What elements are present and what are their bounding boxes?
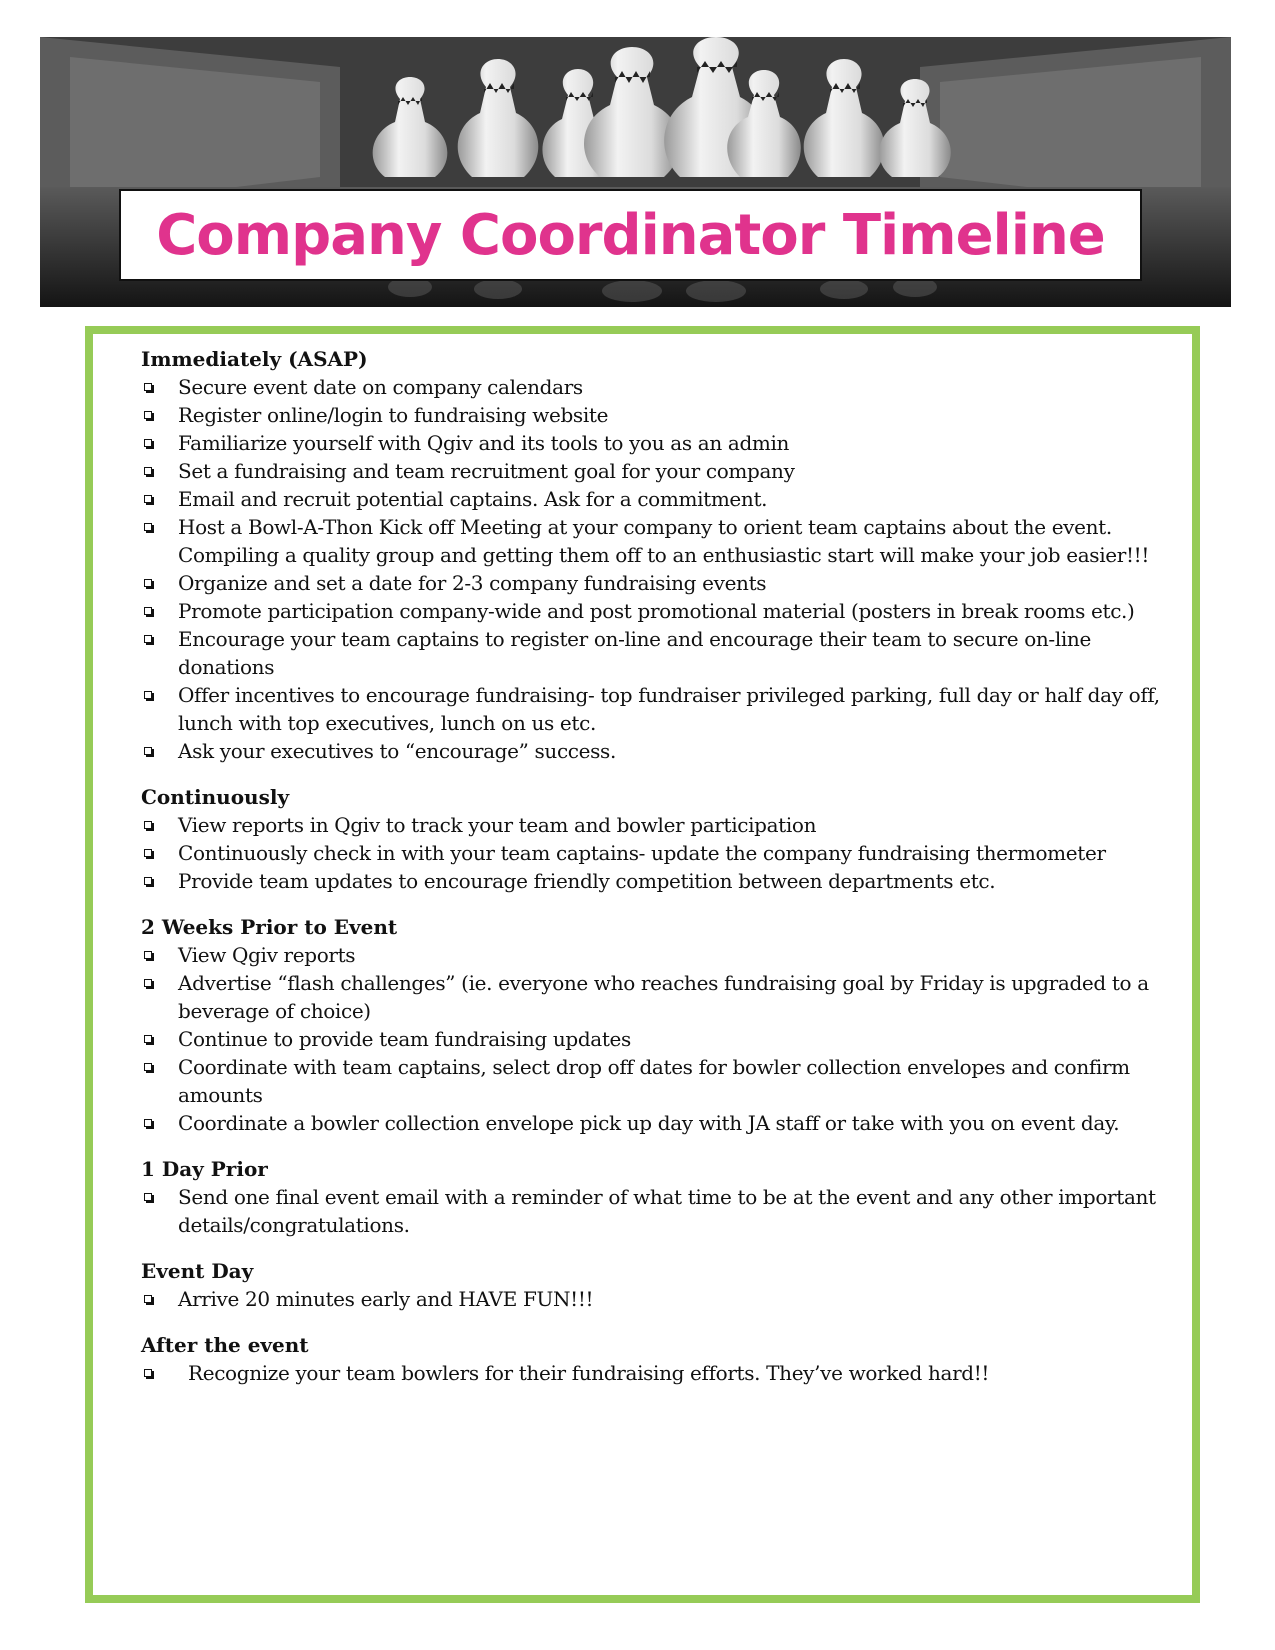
checkbox-bullet-icon [144,1193,152,1201]
checklist [141,811,1181,895]
checklist-item-text: Arrive 20 minutes early and HAVE FUN!!! [178,1287,594,1311]
checklist [141,1359,1181,1387]
checklist-item [141,625,1181,681]
checkbox-bullet-icon [144,821,152,829]
checklist-item [141,1359,1181,1387]
checklist-item-text: Advertise “flash challenges” (ie. everyone who reaches fundraising goal by Friday is upgraded to a beverage of choice) [178,971,1149,1023]
checklist-item [141,867,1181,895]
section-heading: After the event [141,1333,309,1357]
checklist-item-text: Host a Bowl-A-Thon Kick off Meeting at your company to orient team captains about the event. Compiling a quality group and getting them off to an enthusiastic start will make your job easier!!! [178,515,1150,567]
checklist-item [141,1053,1181,1109]
checklist-item-text: Encourage your team captains to register on-line and encourage their team to secure on-line donations [178,627,1091,679]
checklist-item-text: Coordinate with team captains, select drop off dates for bowler collection envelopes and confirm amounts [178,1055,1130,1107]
checklist-item-text: Promote participation company-wide and post promotional material (posters in break rooms etc.) [178,599,1135,623]
checklist [141,941,1181,1137]
checklist-item [141,941,1181,969]
checklist-item [141,401,1181,429]
checklist-item [141,597,1181,625]
checkbox-bullet-icon [144,979,152,987]
checkbox-bullet-icon [144,849,152,857]
checklist-item-text: Familiarize yourself with Qgiv and its tools to you as an admin [178,431,790,455]
checklist-item-text: Secure event date on company calendars [178,375,583,399]
checkbox-bullet-icon [144,1369,152,1377]
checkbox-bullet-icon [144,691,152,699]
checklist-item [141,681,1181,737]
title-box [119,189,1142,281]
checkbox-bullet-icon [144,747,152,755]
section-heading: Immediately (ASAP) [141,347,368,371]
checkbox-bullet-icon [144,607,152,615]
checklist-item [141,1109,1181,1137]
checklist-item [141,373,1181,401]
section-heading: Continuously [141,785,290,809]
checklist [141,373,1181,765]
checkbox-bullet-icon [144,1035,152,1043]
section-1-day-prior [141,1155,1181,1239]
checkbox-bullet-icon [144,383,152,391]
checklist-item-text: Register online/login to fundraising website [178,403,609,427]
checklist-item-text: Coordinate a bowler collection envelope pick up day with JA staff or take with you on event day. [178,1111,1120,1135]
checklist-item [141,513,1181,569]
section-event-day [141,1257,1181,1313]
section-heading: Event Day [141,1259,254,1283]
timeline-content [141,345,1181,1405]
checklist-item-text: Recognize your team bowlers for their fundraising efforts. They’ve worked hard!! [188,1361,990,1385]
checklist-item-text: Email and recruit potential captains. Ask for a commitment. [178,487,768,511]
checkbox-bullet-icon [144,1063,152,1071]
checkbox-bullet-icon [144,951,152,959]
header-banner [40,37,1231,307]
checklist-item [141,737,1181,765]
checkbox-bullet-icon [144,1295,152,1303]
checklist-item [141,811,1181,839]
checklist-item [141,569,1181,597]
checklist-item [141,485,1181,513]
section-heading: 1 Day Prior [141,1157,268,1181]
checklist-item-text: Provide team updates to encourage friendly competition between departments etc. [178,869,996,893]
checklist-item-text: View Qgiv reports [178,943,356,967]
checklist-item [141,457,1181,485]
checklist-item [141,1285,1181,1313]
checkbox-bullet-icon [144,411,152,419]
checkbox-bullet-icon [144,579,152,587]
checkbox-bullet-icon [144,1119,152,1127]
checklist-item-text: Organize and set a date for 2-3 company fundraising events [178,571,767,595]
checkbox-bullet-icon [144,635,152,643]
checklist-item-text: Send one final event email with a reminder of what time to be at the event and any other important details/congratulations. [178,1185,1156,1237]
checklist [141,1183,1181,1239]
checkbox-bullet-icon [144,523,152,531]
checklist [141,1285,1181,1313]
section-continuously [141,783,1181,895]
checkbox-bullet-icon [144,877,152,885]
checklist-item [141,1025,1181,1053]
checklist-item-text: Offer incentives to encourage fundraising- top fundraiser privileged parking, full day or half day off, lunch with top executives, lunch on us etc. [178,683,1160,735]
checklist-item [141,839,1181,867]
checkbox-bullet-icon [144,495,152,503]
section-immediately-asap [141,345,1181,765]
checkbox-bullet-icon [144,439,152,447]
checklist-item-text: Continue to provide team fundraising updates [178,1027,631,1051]
checklist-item [141,1183,1181,1239]
checklist-item-text: Continuously check in with your team captains- update the company fundraising thermometer [178,841,1106,865]
page-title: Company Coordinator Timeline [156,202,1105,268]
section-after-the-event [141,1331,1181,1387]
section-2-weeks-prior-to-event [141,913,1181,1137]
checkbox-bullet-icon [144,467,152,475]
checklist-item [141,429,1181,457]
checklist-item [141,969,1181,1025]
checklist-item-text: Ask your executives to “encourage” success. [178,739,616,763]
checklist-item-text: View reports in Qgiv to track your team and bowler participation [178,813,817,837]
checklist-item-text: Set a fundraising and team recruitment goal for your company [178,459,795,483]
section-heading: 2 Weeks Prior to Event [141,915,398,939]
